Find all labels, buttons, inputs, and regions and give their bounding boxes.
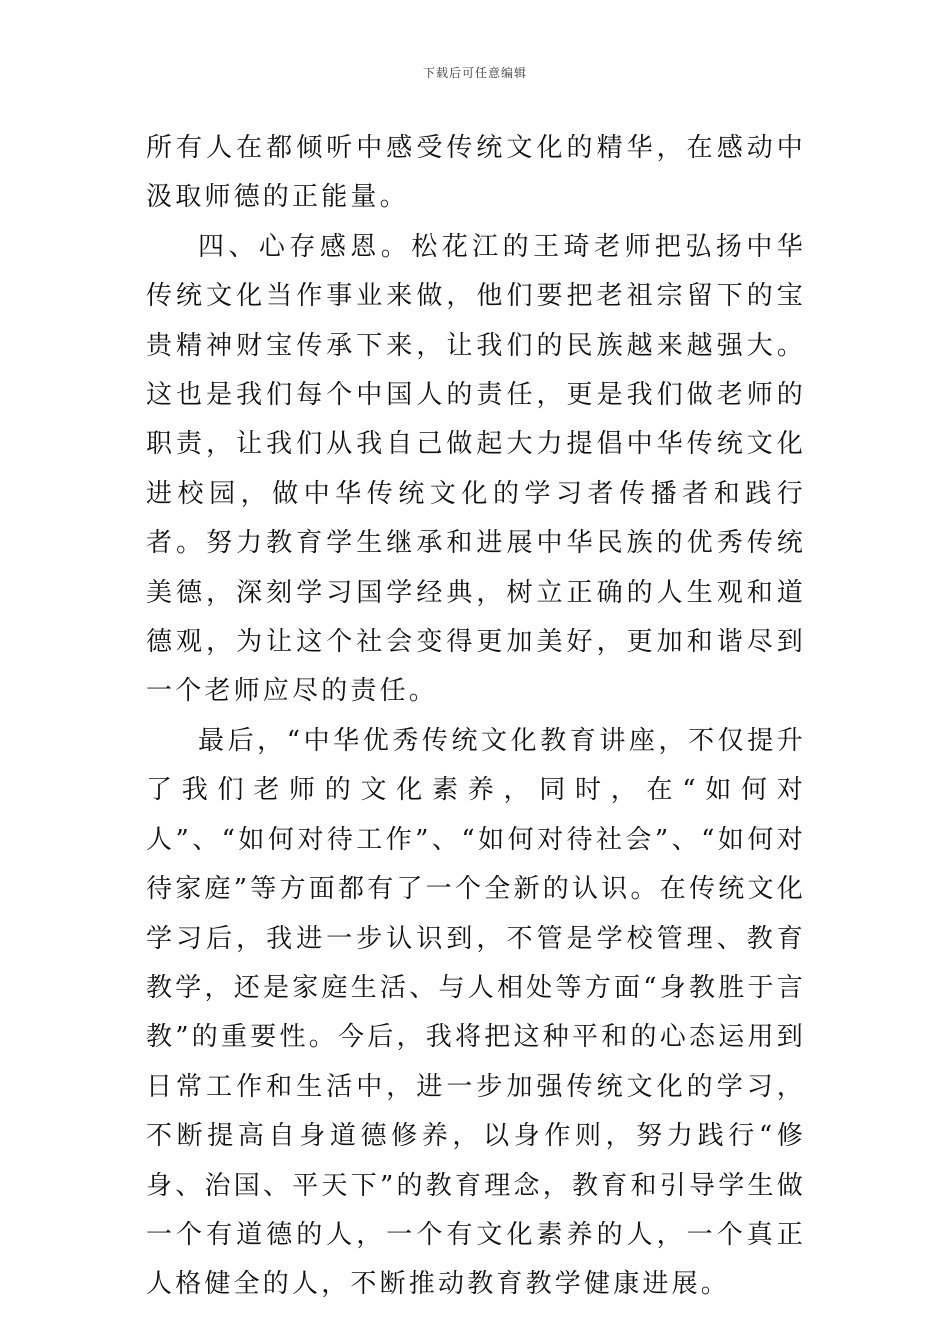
paragraph-conclusion: 最后，“中华优秀传统文化教育讲座，不仅提升了我们老师的文化素养，同时，在“如何对人”、“如何对待工作”、“如何对待社会”、“如何对待家庭”等方面都有了一个全新的认识。在传统文化学习后，我进一步认识到，不管是学校管理、教育教学，还是家庭生活、与人相处等方面“身教胜于言教”的重要性。今后，我将把这种平和的心态运用到日常工作和生活中，进一步加强传统文化的学习，不断提高自身道德修养，以身作则，努力践行“修身、治国、平天下”的教育理念，教育和引导学生做一个有道德的人，一个有文化素养的人，一个真正人格健全的人，不断推动教育教学健康进展。 xyxy=(146,725,806,1300)
paragraph-continuation: 所有人在都倾听中感受传统文化的精华，在感动中汲取师德的正能量。 xyxy=(146,133,806,213)
paragraph-section-four: 四、心存感恩。松花江的王琦老师把弘扬中华传统文化当作事业来做，他们要把老祖宗留下的宝贵精神财宝传承下来，让我们的民族越来越强大。这也是我们每个中国人的责任，更是我们做老师的职责，让我们从我自己做起大力提倡中华传统文化进校园，做中华传统文化的学习者传播者和践行者。努力教育学生继承和进展中华民族的优秀传统美德，深刻学习国学经典，树立正确的人生观和道德观，为让这个社会变得更加美好，更加和谐尽到一个老师应尽的责任。 xyxy=(146,231,806,707)
page-header-note: 下载后可任意编辑 xyxy=(422,66,527,80)
document-body xyxy=(146,124,806,1310)
